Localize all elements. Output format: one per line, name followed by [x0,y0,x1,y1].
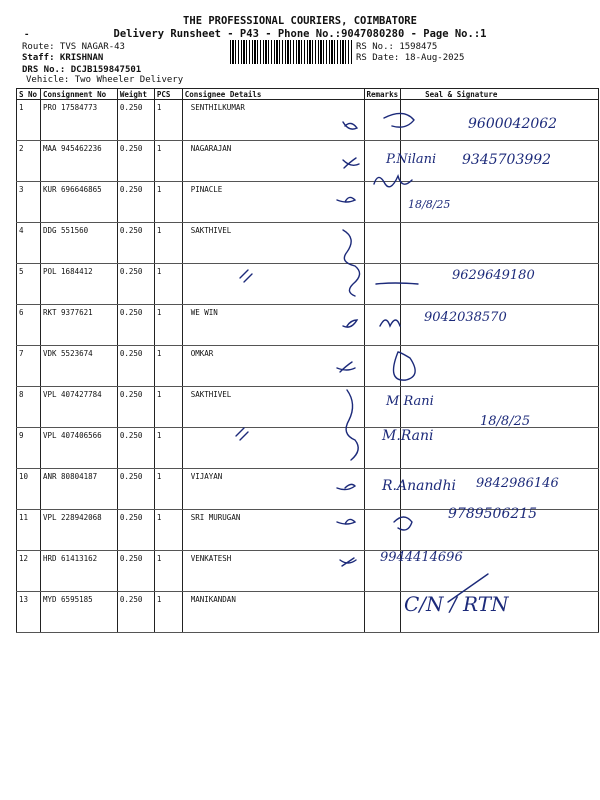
row-consignment: MYD 6595185 [40,592,117,633]
row-consignee: SRI MURUGAN [182,510,364,551]
row-consignee: SENTHILKUMAR [182,100,364,141]
signature-phone-1: 9600042062 [468,116,558,132]
signature-name-10: R.Anandhi [382,478,456,494]
row-weight: 0.250 [117,551,154,592]
row-pcs: 1 [154,551,182,592]
row-pcs: 1 [154,305,182,346]
row-pcs: 1 [154,387,182,428]
row-sno: 5 [17,264,41,305]
row-sno: 2 [17,141,41,182]
row-sno: 13 [17,592,41,633]
signature-date-3: 18/8/25 [408,198,451,211]
signature-6 [380,320,400,326]
row-pcs: 1 [154,346,182,387]
row-weight: 0.250 [117,100,154,141]
row-weight: 0.250 [117,592,154,633]
tick-mark-2 [343,158,359,168]
row-pcs: 1 [154,428,182,469]
row-pcs: 1 [154,592,182,633]
signature-3 [374,176,412,187]
vehicle-label: Vehicle: Two Wheeler Delivery [26,75,184,85]
runsheet-subtitle: Delivery Runsheet - P43 - Phone No.:9047080280 - Page No.:1 [113,28,487,40]
company-title: THE PROFESSIONAL COURIERS, COIMBATORE [183,15,417,27]
row-consignment: VPL 407427784 [40,387,117,428]
drs-number: DRS No.: DCJB159847501 [22,65,142,75]
row-consignment: PRO 17584773 [40,100,117,141]
row-pcs: 1 [154,100,182,141]
slash-mark-9 [236,428,248,440]
row-consignee: VIJAYAN [182,469,364,510]
col-pcs: PCS [154,89,182,100]
col-remarks: Remarks [364,89,401,100]
signature-11 [394,517,412,530]
row-sno: 3 [17,182,41,223]
signature-date-9: 18/8/25 [480,414,531,429]
staff-label: Staff: KRISHNAN [22,53,104,63]
row-weight: 0.250 [117,510,154,551]
dash-mark: - [24,30,30,40]
row-weight: 0.250 [117,264,154,305]
row-consignee: MANIKANDAN [182,592,364,633]
row-consignment: KUR 696646865 [40,182,117,223]
row-consignee: VENKATESH [182,551,364,592]
row-consignment: VPL 228942068 [40,510,117,551]
row-weight: 0.250 [117,305,154,346]
row-consignee: SAKTHIVEL [182,387,364,428]
row-consignment: MAA 945462236 [40,141,117,182]
row-weight: 0.250 [117,182,154,223]
col-signature: Seal & Signature [401,89,599,100]
col-consignment: Consignment No [40,89,117,100]
rs-date: RS Date: 18-Aug-2025 [356,53,465,63]
row-sno: 1 [17,100,41,141]
tick-mark-11 [337,519,355,524]
col-consignee: Consignee Details [182,89,364,100]
row-consignment: HRD 61413162 [40,551,117,592]
long-scribble-mark-2 [346,390,358,460]
row-consignee: NAGARAJAN [182,141,364,182]
row-consignment: RKT 9377621 [40,305,117,346]
row-weight: 0.250 [117,387,154,428]
row-pcs: 1 [154,182,182,223]
signature-phone-11: 9789506215 [448,506,538,522]
rs-number: RS No.: 1598475 [356,42,438,52]
row-consignment: DDG 551560 [40,223,117,264]
row-consignee: SAKTHIVEL [182,223,364,264]
signature-1 [384,113,414,127]
row-weight: 0.250 [117,141,154,182]
signature-phone-6: 9042038570 [424,310,507,325]
signature-phone-2: 9345703992 [462,152,552,168]
row-sno: 12 [17,551,41,592]
row-consignment: ANR 80804187 [40,469,117,510]
row-pcs: 1 [154,141,182,182]
row-consignment: VPL 407406566 [40,428,117,469]
signature-phone-5: 9629649180 [452,268,535,283]
row-sno: 9 [17,428,41,469]
signature-name-8: M Rani [386,394,434,409]
row-weight: 0.250 [117,428,154,469]
tick-mark-10 [337,484,355,489]
row-sno: 7 [17,346,41,387]
col-sno: S No [17,89,41,100]
signature-7 [394,352,416,380]
row-sno: 8 [17,387,41,428]
signature-name-2: P.Nilani [386,152,437,167]
row-sno: 4 [17,223,41,264]
row-consignee: OMKAR [182,346,364,387]
row-consignee: WE WIN [182,305,364,346]
signature-name-9: M.Rani [382,428,434,444]
tick-mark-6 [343,320,357,327]
row-weight: 0.250 [117,223,154,264]
row-consignee: PINACLE [182,182,364,223]
row-pcs: 1 [154,223,182,264]
long-scribble-mark [343,230,360,296]
route-label: Route: TVS NAGAR-43 [22,42,125,52]
row-pcs: 1 [154,469,182,510]
tick-mark-12 [340,558,356,566]
strike-5 [376,283,418,284]
row-pcs: 1 [154,264,182,305]
row-weight: 0.250 [117,469,154,510]
col-weight: Weight [117,89,154,100]
slash-mark-5 [240,270,252,282]
signature-phone-12: 9944414696 [380,550,463,565]
row-pcs: 1 [154,510,182,551]
row-sno: 10 [17,469,41,510]
row-sno: 11 [17,510,41,551]
row-consignment: POL 1684412 [40,264,117,305]
tick-mark-1 [343,122,357,129]
row-weight: 0.250 [117,346,154,387]
tick-mark-7 [337,362,355,372]
signature-phone-10: 9842986146 [476,476,559,491]
cn-rtn-note: C/N / RTN [404,592,509,616]
row-consignment: VDK 5523674 [40,346,117,387]
tick-mark-3 [337,197,355,202]
row-sno: 6 [17,305,41,346]
